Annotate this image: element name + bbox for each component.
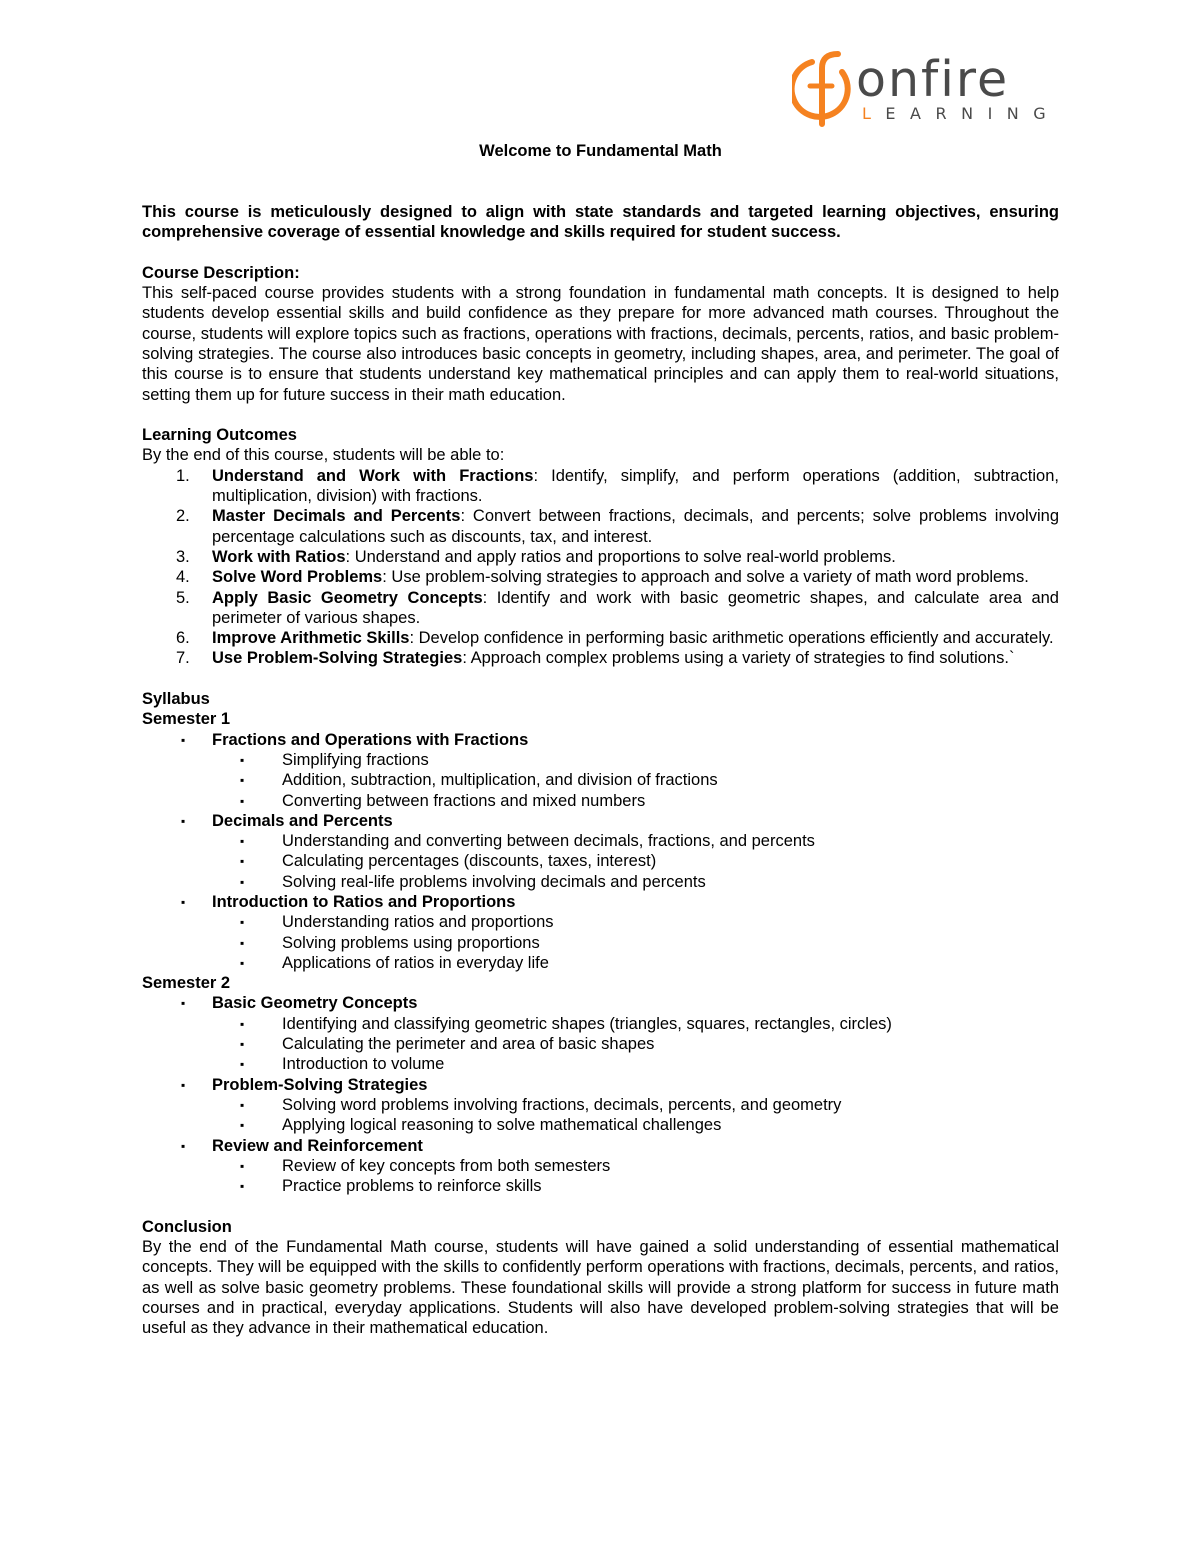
outcome-number: 1. — [176, 466, 190, 485]
learning-outcome-item — [142, 506, 1059, 547]
bullet-icon: ▪ — [181, 813, 186, 828]
syllabus-subtopic-list — [212, 1156, 1059, 1197]
syllabus-topic-title: Review and Reinforcement — [212, 1136, 423, 1155]
bullet-icon: ▪ — [240, 1158, 245, 1173]
syllabus-subtopic-list — [212, 750, 1059, 811]
learning-outcome-item — [142, 466, 1059, 507]
outcome-text: : Use problem-solving strategies to approach and solve a variety of math word problems. — [382, 568, 1029, 587]
syllabus-subtopic-text: Calculating percentages (discounts, taxes, interest) — [282, 852, 657, 871]
syllabus-subtopic-text: Identifying and classifying geometric shapes (triangles, squares, rectangles, circles) — [282, 1014, 892, 1033]
syllabus-subtopic-text: Introduction to volume — [282, 1055, 445, 1074]
semester-heading: Semester 1 — [142, 710, 231, 729]
outcome-number: 6. — [176, 629, 190, 648]
syllabus-subtopic — [212, 791, 1059, 811]
syllabus-topic — [142, 993, 1059, 1074]
bullet-icon: ▪ — [181, 1138, 186, 1153]
syllabus-subtopic-text: Understanding and converting between decimals, fractions, and percents — [282, 832, 815, 851]
syllabus-topic — [142, 1136, 1059, 1197]
syllabus-subtopic-text: Converting between fractions and mixed numbers — [282, 791, 646, 810]
bullet-icon: ▪ — [181, 996, 186, 1011]
bullet-icon: ▪ — [240, 935, 245, 950]
outcome-title: Solve Word Problems — [212, 568, 383, 587]
outcome-number: 5. — [176, 588, 190, 607]
syllabus-subtopic — [212, 1095, 1059, 1115]
syllabus-subtopic-text: Solving word problems involving fractions, decimals, percents, and geometry — [282, 1095, 842, 1114]
syllabus-topic-title: Introduction to Ratios and Proportions — [212, 892, 516, 911]
bullet-icon: ▪ — [240, 955, 245, 970]
syllabus-subtopic — [212, 1115, 1059, 1135]
outcome-number: 3. — [176, 547, 190, 566]
outcome-number: 2. — [176, 507, 190, 526]
syllabus-heading: Syllabus — [142, 690, 210, 709]
outcome-title: Work with Ratios — [212, 547, 346, 566]
bullet-icon: ▪ — [240, 1016, 245, 1031]
syllabus-subtopic — [212, 770, 1059, 790]
syllabus-subtopic-list — [212, 1095, 1059, 1136]
logo-subtitle: LEARNING — [862, 104, 1061, 123]
outcome-title: Understand and Work with Fractions — [212, 466, 534, 485]
conclusion-text: By the end of the Fundamental Math course, students will have gained a solid understanding of essential mathematical concepts. They will be equipped with the skills to confidently perform operations with fractions, decimals, percents, and ratios, as well as solve basic geometry problems. These foundational skills will provide a strong platform for success in future math courses and in practical, everyday applications. Students will also have developed problem-solving strategies that will be useful as they advance in their mathematical education. — [142, 1238, 1059, 1338]
bullet-icon: ▪ — [240, 1179, 245, 1194]
syllabus-topic-title: Problem-Solving Strategies — [212, 1075, 428, 1094]
conclusion-heading: Conclusion — [142, 1217, 232, 1236]
learning-outcomes-heading: Learning Outcomes — [142, 426, 297, 445]
bullet-icon: ▪ — [240, 1057, 245, 1072]
syllabus-subtopic — [212, 912, 1059, 932]
outcome-text: : Convert between fractions, decimals, and percents; solve problems involving percentage calculations such as discounts, tax, and interest. — [212, 507, 1059, 546]
syllabus-subtopic — [212, 953, 1059, 973]
syllabus-topic — [142, 811, 1059, 892]
learning-outcomes-lead: By the end of this course, students will be able to: — [142, 446, 505, 465]
semester-topic-list — [142, 993, 1059, 1196]
syllabus-topic — [142, 1075, 1059, 1136]
outcome-text: : Identify, simplify, and perform operations (addition, subtraction, multiplication, division) with fractions. — [212, 466, 1059, 506]
bullet-icon: ▪ — [240, 793, 245, 808]
syllabus-topic-title: Fractions and Operations with Fractions — [212, 730, 529, 749]
outcome-title: Improve Arithmetic Skills — [212, 629, 410, 648]
outcome-text: : Identify and work with basic geometric shapes, and calculate area and perimeter of various shapes. — [212, 588, 1059, 627]
page-title: Welcome to Fundamental Math — [479, 142, 722, 160]
outcome-text: : Understand and apply ratios and proportions to solve real-world problems. — [345, 547, 896, 566]
learning-outcome-item — [142, 588, 1059, 629]
learning-outcomes-list — [142, 466, 1059, 669]
syllabus-subtopic-text: Solving real-life problems involving decimals and percents — [282, 872, 706, 891]
onfire-learning-logo — [792, 48, 1062, 130]
syllabus-subtopic — [212, 1054, 1059, 1074]
semester-heading: Semester 2 — [142, 974, 231, 993]
intro-statement: This course is meticulously designed to align with state standards and targeted learning objectives, ensuring comprehensive coverage of essential knowledge and skills required for student success. — [142, 202, 1059, 242]
syllabus-subtopic-list — [212, 912, 1059, 973]
bullet-icon: ▪ — [240, 773, 245, 788]
syllabus-subtopic — [212, 1014, 1059, 1034]
syllabus-topic-title: Basic Geometry Concepts — [212, 994, 418, 1013]
course-description-text: This self-paced course provides students with a strong foundation in fundamental math concepts. It is designed to help students develop essential skills and build confidence as they prepare for more advanced math courses. Throughout the course, students will explore topics such as fractions, operations with fractions, decimals, percents, ratios, and basic problem-solving strategies. The course also introduces basic concepts in geometry, including shapes, area, and perimeter. The goal of this course is to ensure that students understand key mathematical principles and can apply them to real-world situations, setting them up for future success in their math education. — [142, 284, 1059, 404]
syllabus-subtopic — [212, 872, 1059, 892]
outcome-number: 4. — [176, 568, 190, 587]
syllabus-subtopic-text: Practice problems to reinforce skills — [282, 1177, 542, 1196]
syllabus-subtopic-text: Calculating the perimeter and area of basic shapes — [282, 1035, 655, 1054]
outcome-title: Apply Basic Geometry Concepts — [212, 588, 483, 607]
syllabus-subtopic-list — [212, 831, 1059, 892]
learning-outcome-item — [142, 547, 1059, 567]
syllabus-topic — [142, 730, 1059, 811]
syllabus-subtopic — [212, 933, 1059, 953]
bullet-icon: ▪ — [240, 1097, 245, 1112]
syllabus-topic — [142, 892, 1059, 973]
learning-outcome-item — [142, 567, 1059, 587]
syllabus-subtopic — [212, 1176, 1059, 1196]
semester-topic-list — [142, 730, 1059, 974]
outcome-title: Use Problem-Solving Strategies — [212, 649, 463, 668]
bullet-icon: ▪ — [240, 915, 245, 930]
syllabus-subtopic — [212, 831, 1059, 851]
bullet-icon: ▪ — [181, 894, 186, 909]
outcome-text: : Approach complex problems using a variety of strategies to find solutions.` — [462, 649, 1015, 668]
bullet-icon: ▪ — [181, 732, 186, 747]
bullet-icon: ▪ — [240, 834, 245, 849]
learning-outcome-item — [142, 628, 1059, 648]
bullet-icon: ▪ — [181, 1077, 186, 1092]
syllabus-subtopic-list — [212, 1014, 1059, 1075]
learning-outcome-item — [142, 648, 1059, 668]
syllabus-subtopic — [212, 1156, 1059, 1176]
outcome-number: 7. — [176, 649, 190, 668]
syllabus-subtopic-text: Review of key concepts from both semesters — [282, 1156, 611, 1175]
syllabus-subtopic — [212, 750, 1059, 770]
bullet-icon: ▪ — [240, 854, 245, 869]
syllabus-subtopic-text: Applying logical reasoning to solve mathematical challenges — [282, 1116, 722, 1135]
syllabus-section — [142, 709, 1059, 1196]
syllabus-subtopic-text: Solving problems using proportions — [282, 933, 540, 952]
logo-f-mark-icon — [792, 48, 856, 130]
outcome-text: : Develop confidence in performing basic arithmetic operations efficiently and accurately. — [409, 629, 1054, 648]
bullet-icon: ▪ — [240, 874, 245, 889]
syllabus-subtopic-text: Simplifying fractions — [282, 750, 429, 769]
syllabus-subtopic — [212, 851, 1059, 871]
syllabus-subtopic-text: Understanding ratios and proportions — [282, 913, 554, 932]
bullet-icon: ▪ — [240, 1118, 245, 1133]
syllabus-subtopic-text: Addition, subtraction, multiplication, and division of fractions — [282, 771, 718, 790]
bullet-icon: ▪ — [240, 752, 245, 767]
outcome-title: Master Decimals and Percents — [212, 507, 461, 526]
course-description-heading: Course Description: — [142, 263, 300, 282]
syllabus-subtopic-text: Applications of ratios in everyday life — [282, 953, 549, 972]
syllabus-subtopic — [212, 1034, 1059, 1054]
logo-wordmark: onfire — [856, 51, 1010, 108]
syllabus-topic-title: Decimals and Percents — [212, 811, 393, 830]
document-content — [142, 141, 1059, 1339]
bullet-icon: ▪ — [240, 1037, 245, 1052]
